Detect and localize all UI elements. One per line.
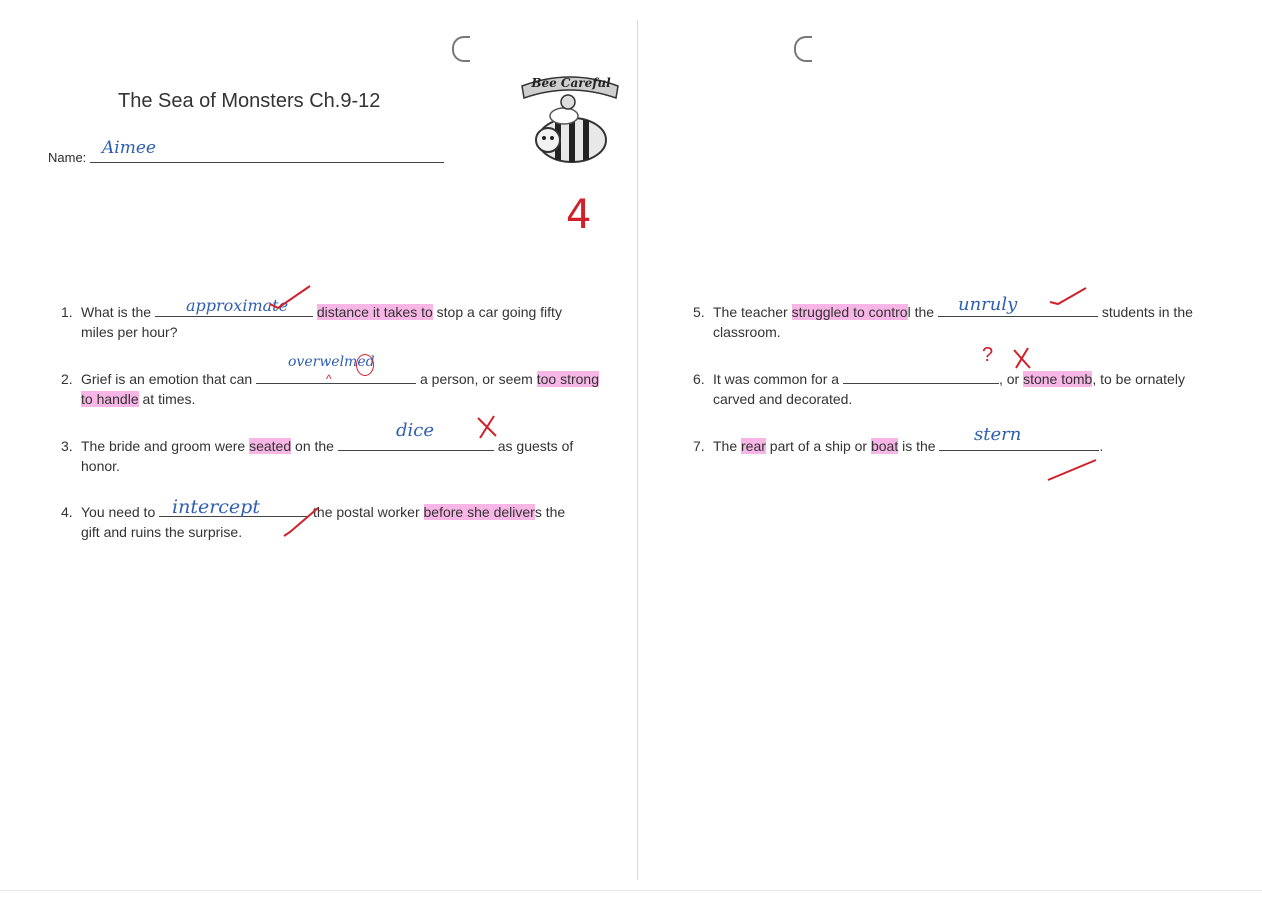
question-number: 2. — [61, 371, 73, 387]
correction-circle — [356, 354, 374, 376]
caret-mark: ^ — [326, 372, 332, 386]
x-mark — [1010, 346, 1034, 375]
highlighted-text: too strong — [536, 371, 599, 387]
highlighted-text: seated — [249, 438, 292, 454]
check-mark — [268, 284, 312, 315]
name-line — [90, 162, 444, 163]
question-text: stop a car going fifty — [432, 304, 562, 320]
highlighted-text: to handle — [81, 391, 139, 407]
name-handwritten: Aimee — [102, 138, 156, 158]
question-text: s the — [534, 504, 566, 520]
answer-handwritten: intercept — [172, 496, 260, 518]
question-text: What is the — [81, 304, 152, 320]
question-text: gift and ruins the surprise. — [81, 524, 243, 540]
scan-edge — [0, 890, 1262, 891]
binder-hole-left — [452, 36, 470, 62]
question-text: carved and decorated. — [713, 391, 853, 407]
question-number: 6. — [693, 371, 705, 387]
page-fold — [637, 20, 638, 880]
question-text: at times. — [138, 391, 196, 407]
question-text: . — [1099, 438, 1104, 454]
question-text: a person, or seem — [419, 371, 537, 387]
check-mark — [282, 506, 322, 545]
highlighted-text: stone tomb — [1023, 371, 1093, 387]
answer-handwritten: approximate — [186, 296, 289, 315]
question-text: Grief is an emotion that can — [81, 371, 253, 387]
question-text: , to be ornately — [1092, 371, 1185, 387]
check-mark — [1048, 286, 1088, 311]
question-text: classroom. — [713, 324, 781, 340]
worksheet-title: The Sea of Monsters Ch.9-12 — [118, 90, 381, 112]
check-mark — [1046, 458, 1098, 489]
question-number: 3. — [61, 438, 73, 454]
answer-handwritten: stern — [974, 424, 1022, 445]
highlighted-text: before she deliver — [423, 504, 535, 520]
question-text: , or — [998, 371, 1024, 387]
question-text: honor. — [81, 458, 120, 474]
question-number: 1. — [61, 304, 73, 320]
answer-blank — [256, 369, 416, 384]
question-number: 4. — [61, 504, 73, 520]
question-text: The — [713, 438, 742, 454]
question-text: part of a ship or — [765, 438, 871, 454]
x-mark — [474, 414, 500, 445]
question-text: as guests of — [497, 438, 574, 454]
bee-careful-logo — [520, 68, 620, 168]
answer-blank — [843, 369, 999, 384]
highlighted-text: rear — [741, 438, 766, 454]
question-number: 5. — [693, 304, 705, 320]
logo-text: Bee Careful — [531, 76, 611, 90]
question-number: 7. — [693, 438, 705, 454]
question-text: It was common for a — [713, 371, 840, 387]
score-mark: 4 — [566, 192, 592, 238]
answer-handwritten: unruly — [958, 294, 1018, 315]
question-text: miles per hour? — [81, 324, 178, 340]
question-text: the postal worker — [313, 504, 424, 520]
binder-hole-right — [794, 36, 812, 62]
question-text: You need to — [81, 504, 156, 520]
answer-handwritten: overwelmed — [288, 354, 375, 370]
question-mark: ? — [982, 344, 994, 366]
name-label: Name: — [48, 150, 87, 165]
question-text: students in the — [1101, 304, 1193, 320]
question-text: l the — [907, 304, 935, 320]
question-text: The bride and groom were — [81, 438, 250, 454]
question-text: is the — [898, 438, 936, 454]
question-text: on the — [291, 438, 334, 454]
question-text: The teacher — [713, 304, 792, 320]
highlighted-text: distance it takes to — [316, 304, 433, 320]
highlighted-text: boat — [870, 438, 899, 454]
answer-handwritten: dice — [396, 420, 435, 441]
highlighted-text: struggled to contro — [791, 304, 908, 320]
